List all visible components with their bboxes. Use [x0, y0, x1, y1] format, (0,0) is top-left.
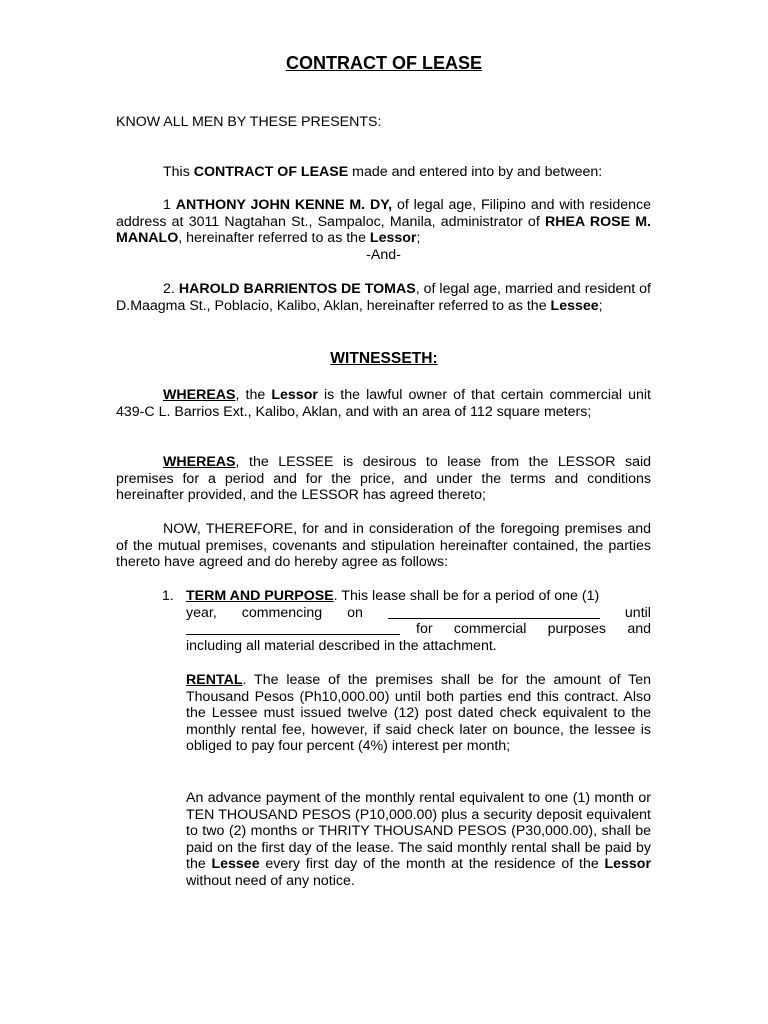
rental-heading: RENTAL	[186, 672, 243, 688]
whereas-lessee-paragraph: WHEREAS, the LESSEE is desirous to lease from the LESSOR said premises for a period and for the price, and under the terms and conditions hereinafter provided, and the LESSOR has agreed thereto;	[116, 454, 651, 504]
lessor-role: Lessor	[369, 230, 417, 247]
party-one-paragraph: 1 ANTHONY JOHN KENNE M. DY, of legal age, Filipino and with residence address at 3011 Nagtahan St., Sampaloc, Manila, administrator of RHEA ROSE M. MANALO, hereinafter referred to as the Lessor;	[116, 197, 651, 247]
term-heading: TERM AND PURPOSE	[186, 588, 334, 604]
principal-name: RHEA ROSE M. MANALO	[116, 213, 651, 247]
term-line-3: for commercial purposes and	[186, 621, 651, 638]
term-line-1: TERM AND PURPOSE. This lease shall be for a period of one (1)	[186, 588, 600, 604]
intro-paragraph: This CONTRACT OF LEASE made and entered into by and between:	[163, 164, 603, 180]
clause-number: 1.	[162, 588, 174, 604]
start-date-blank	[388, 605, 600, 619]
whereas-keyword: WHEREAS	[163, 454, 236, 470]
know-all-line: KNOW ALL MEN BY THESE PRESENTS:	[116, 114, 382, 130]
whereas-keyword: WHEREAS	[163, 387, 236, 403]
rental-clause: RENTAL. The lease of the premises shall be for the amount of Ten Thousand Pesos (Ph10,000.00) until both parties end this contract. Also the Lessee must issued twelve (12) post dated check equivalent to the monthly rental fee, however, if said check later on bounce, the lessee is obliged to pay four percent (4%) interest per month;	[186, 672, 651, 755]
party-two-paragraph: 2. HAROLD BARRIENTOS DE TOMAS, of legal age, married and resident of D.Maagma St., Poblacio, Kalibo, Aklan, hereinafter referred to as the Lessee;	[116, 281, 651, 314]
lessee-role: Lessee	[550, 297, 599, 314]
now-therefore-paragraph: NOW, THEREFORE, for and in consideration of the foregoing premises and of the mutual premises, covenants and stipulation hereinafter contained, the parties thereto have agreed and do hereby agree as follows:	[116, 521, 651, 571]
party-two-name: HAROLD BARRIENTOS DE TOMAS	[178, 281, 416, 297]
document-title: CONTRACT OF LEASE	[286, 53, 482, 73]
advance-payment-clause: An advance payment of the monthly rental equivalent to one (1) month or TEN THOUSAND PESOS (P10,000.00) plus a security deposit equivalent to two (2) months or THRITY THOUSAND PESOS (P30,000.00), shall be paid on the first day of the lease. The said monthly rental shall be paid by the Lessee every first day of the month at the residence of the Lessor without need of any notice.	[186, 790, 651, 889]
and-separator: -And-	[366, 247, 401, 263]
party-one-name: ANTHONY JOHN KENNE M. DY,	[175, 197, 393, 213]
term-line-2: year, commencing on until	[186, 604, 651, 621]
witnesseth-heading: WITNESSETH:	[330, 350, 438, 367]
term-line-4: including all material described in the attachment.	[186, 637, 497, 654]
whereas-owner-paragraph: WHEREAS, the Lessor is the lawful owner of that certain commercial unit 439-C L. Barrios Ext., Kalibo, Aklan, and with an area of 112 square meters;	[116, 387, 651, 420]
end-date-blank	[186, 621, 400, 635]
term-and-purpose-clause	[162, 588, 651, 654]
contract-name: CONTRACT OF LEASE	[193, 164, 349, 180]
